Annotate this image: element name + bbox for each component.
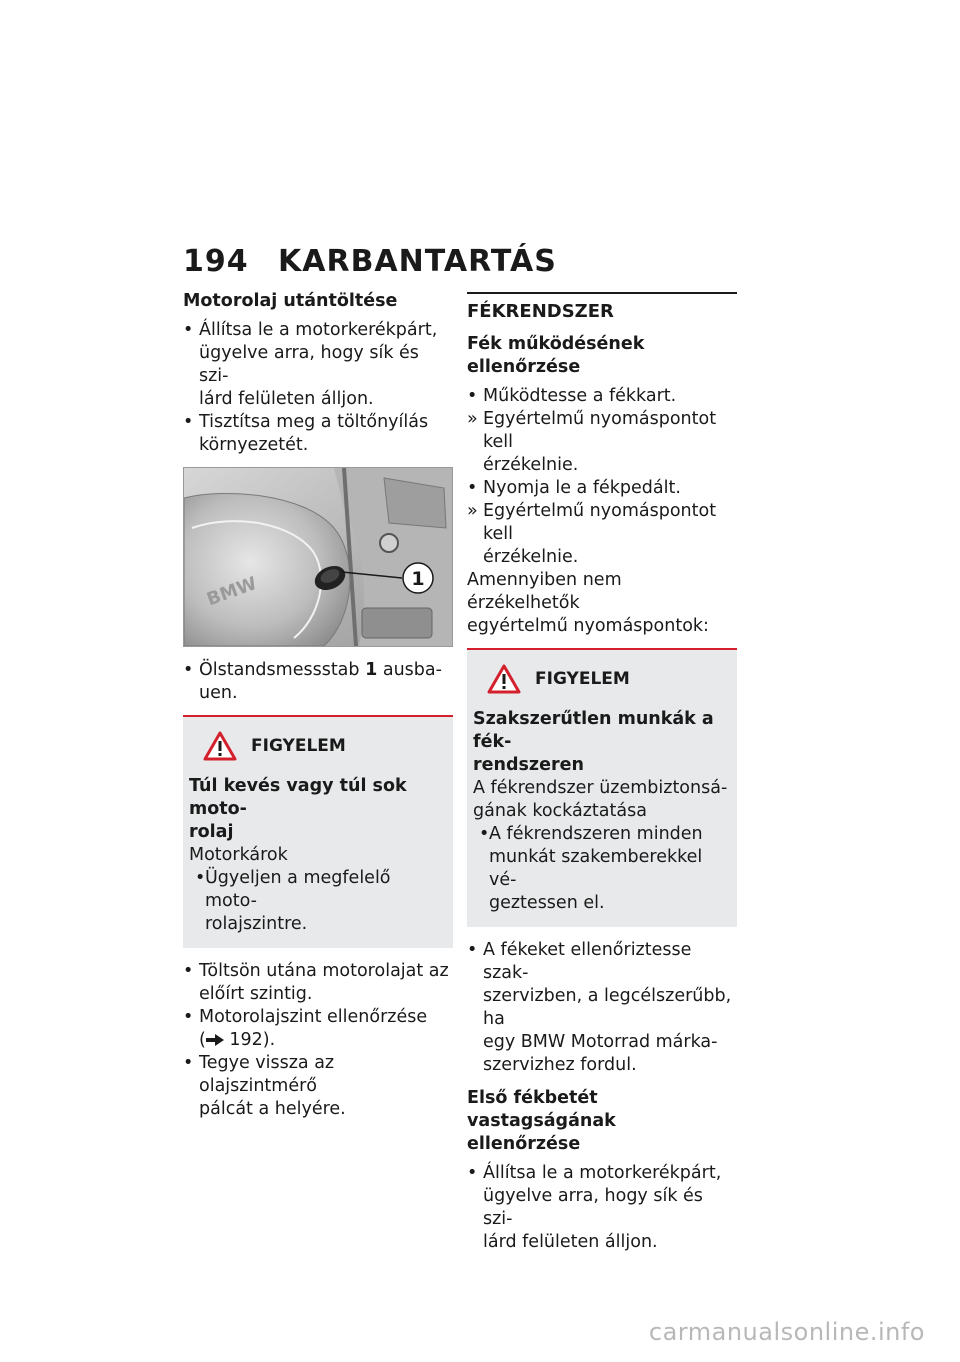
page-reference[interactable]: ( 192). [199, 1030, 276, 1050]
step-top-up [183, 960, 453, 1006]
bullet: • [183, 320, 194, 340]
step-line: pálcát a helyére. [199, 1099, 346, 1119]
warning-bullet [473, 823, 731, 915]
step-clean-filler [183, 411, 453, 457]
step-line: szervizhez fordul. [483, 1055, 637, 1075]
step-park-bike [467, 1162, 737, 1254]
text-part: Ölstandsmessstab [199, 660, 366, 680]
step-line: ügyelve arra, hogy sík és szi- [483, 1186, 703, 1229]
left-column [183, 290, 453, 1121]
paragraph-line: Amennyiben nem érzékelhetők [467, 570, 622, 613]
warning-triangle-icon [203, 731, 237, 761]
step-line: környezetét. [199, 435, 309, 455]
bullet: • [467, 478, 478, 498]
step-line: Egyértelmű nyomáspontot kell [483, 501, 717, 544]
section-title: FÉKRENDSZER [467, 292, 737, 323]
step-line: lárd felületen álljon. [483, 1232, 658, 1252]
warning-label: FIGYELEM [535, 668, 630, 689]
step-brake-lever [467, 385, 737, 408]
warning-line: Ügyeljen a megfelelő moto- [205, 868, 391, 911]
watermark: carmanualsonline.info [648, 1318, 925, 1346]
step-line: érzékelnie. [483, 547, 579, 567]
step-line: Működtesse a fékkart. [483, 386, 677, 406]
step-line: előírt szintig. [199, 984, 313, 1004]
bullet: • [183, 1053, 194, 1073]
warning-text: gának kockáztatása [473, 801, 647, 821]
bullet: • [183, 660, 194, 680]
engine-illustration [184, 468, 452, 646]
step-line: Töltsön utána motorolajat az [199, 961, 449, 981]
step-line: egy BMW Motorrad márka- [483, 1032, 718, 1052]
bullet: • [183, 961, 194, 981]
bullet: • [195, 868, 206, 888]
warning-heading: Túl kevés vagy túl sok moto- [189, 776, 407, 819]
warning-label: FIGYELEM [251, 735, 346, 756]
step-line: Állítsa le a motorkerékpárt, [483, 1163, 722, 1183]
callout-number: 1 [411, 568, 425, 590]
step-line: Állítsa le a motorkerékpárt, [199, 320, 438, 340]
subhead-pad-thickness: Első fékbetét vastagságának [467, 1088, 616, 1131]
bullet: • [479, 824, 490, 844]
right-column [467, 292, 737, 1254]
step-line: Motorolajszint ellenőrzése [199, 1007, 428, 1027]
subhead-oil-refill: Motorolaj utántöltése [183, 291, 398, 311]
bullet: • [467, 386, 478, 406]
step-workshop [467, 939, 737, 1077]
warning-line: munkát szakemberekkel vé- [489, 847, 703, 890]
chapter-title: KARBANTARTÁS [278, 244, 557, 279]
page-header [183, 244, 557, 279]
step-line: Tisztítsa meg a töltőnyílás [199, 412, 429, 432]
page-number: 194 [183, 244, 249, 279]
step-line: ügyelve arra, hogy sík és szi- [199, 343, 419, 386]
bullet: • [467, 1163, 478, 1183]
subhead-brake-function: Fék működésének ellenőrzése [467, 334, 645, 377]
warning-line: geztessen el. [489, 893, 605, 913]
step-dipstick [183, 659, 453, 705]
step-line: lárd felületen álljon. [199, 389, 374, 409]
step-line [199, 659, 453, 682]
step-line: érzékelnie. [483, 455, 579, 475]
step-line: Egyértelmű nyomáspontot kell [483, 409, 717, 452]
step-replace-dipstick [183, 1052, 453, 1121]
warning-text: Motorkárok [189, 845, 288, 865]
warning-triangle-icon [487, 664, 521, 694]
step-line: A fékeket ellenőriztesse szak- [483, 940, 692, 983]
result-pressure-point [467, 408, 737, 477]
callout-ref: 1 [365, 660, 378, 680]
warning-line: rolajszintre. [205, 914, 308, 934]
step-park-bike [183, 319, 453, 411]
bullet: • [183, 412, 194, 432]
step-check-level [183, 1006, 453, 1052]
warning-box-oil [183, 715, 453, 948]
step-line: Nyomja le a fékpedált. [483, 478, 681, 498]
warning-heading: rendszeren [473, 755, 584, 775]
text-part: ausba- [377, 660, 442, 680]
warning-title [189, 731, 447, 761]
result-pressure-point [467, 500, 737, 569]
warning-line: A fékrendszeren minden [489, 824, 703, 844]
warning-bullet [189, 867, 447, 936]
bullet: • [467, 940, 478, 960]
page-ref-number: 192). [229, 1030, 276, 1050]
warning-title [473, 664, 731, 694]
bullet: • [183, 1007, 194, 1027]
warning-box-brakes [467, 648, 737, 927]
result-marker: » [467, 409, 478, 429]
bmw-cover-logo: BMW [204, 573, 260, 611]
paragraph-line: egyértelmű nyomáspontok: [467, 616, 709, 636]
step-brake-pedal [467, 477, 737, 500]
engine-photo [183, 467, 453, 647]
warning-heading: Szakszerűtlen munkák a fék- [473, 709, 714, 752]
subhead-pad-thickness: ellenőrzése [467, 1134, 581, 1154]
step-line: Tegye vissza az olajszintmérő [199, 1053, 335, 1096]
arrow-right-icon [206, 1034, 224, 1046]
step-line: uen. [199, 683, 238, 703]
warning-heading: rolaj [189, 822, 234, 842]
step-line: szervizben, a legcélszerűbb, ha [483, 986, 732, 1029]
warning-text: A fékrendszer üzembiztonsá- [473, 778, 728, 798]
result-marker: » [467, 501, 478, 521]
